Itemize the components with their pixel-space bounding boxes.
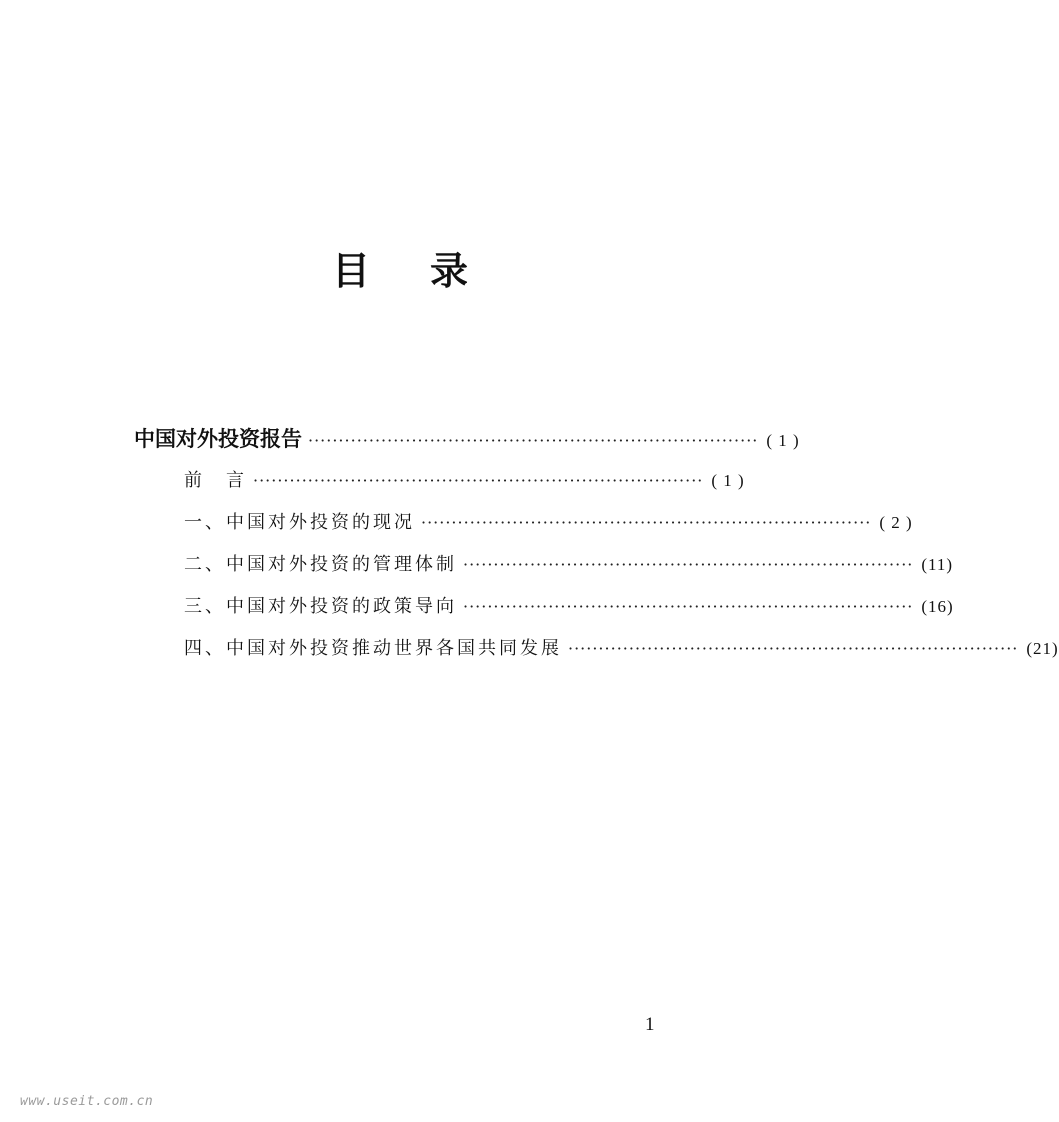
toc-entry-section-1[interactable] (184, 508, 913, 538)
toc-entry-label: 一、中国对外投资的现况 (184, 512, 415, 533)
toc-title-char-1: 目 (331, 249, 370, 293)
toc-entry-page: ( 2 ) (879, 513, 913, 532)
page-number: 1 (645, 1014, 655, 1035)
toc-entry-label: 二、中国对外投资的管理体制 (184, 554, 457, 575)
toc-entry-section-3[interactable] (184, 592, 954, 622)
toc-dot-leader: ·········································································· (308, 431, 759, 450)
toc-entry-label: 四、中国对外投资推动世界各国共同发展 (184, 638, 562, 659)
toc-dot-leader: ·········································································· (253, 471, 704, 490)
toc-dot-leader: ·········································································· (463, 597, 914, 616)
toc-dot-leader: ·········································································· (568, 639, 1019, 658)
toc-dot-leader: ·········································································· (463, 555, 914, 574)
toc-entry-preface[interactable] (184, 466, 745, 496)
toc-entry-page: (21) (1026, 639, 1059, 658)
toc-entry-main[interactable] (134, 423, 800, 457)
toc-entry-section-2[interactable] (184, 550, 954, 580)
toc-entry-label: 中国对外投资报告 (134, 427, 302, 451)
toc-entry-page: ( 1 ) (711, 471, 745, 490)
watermark: www.useit.com.cn (20, 1094, 154, 1109)
toc-entry-section-4[interactable] (184, 634, 1059, 664)
toc-entry-page: (16) (921, 597, 954, 616)
toc-entry-page: (11) (921, 555, 954, 574)
toc-title (0, 246, 800, 296)
toc-entry-label: 三、中国对外投资的政策导向 (184, 596, 457, 617)
toc-dot-leader: ·········································································· (421, 513, 872, 532)
toc-entry-label: 前 言 (184, 470, 247, 491)
toc-entry-page: ( 1 ) (766, 431, 800, 450)
toc-title-char-2: 录 (430, 249, 469, 293)
